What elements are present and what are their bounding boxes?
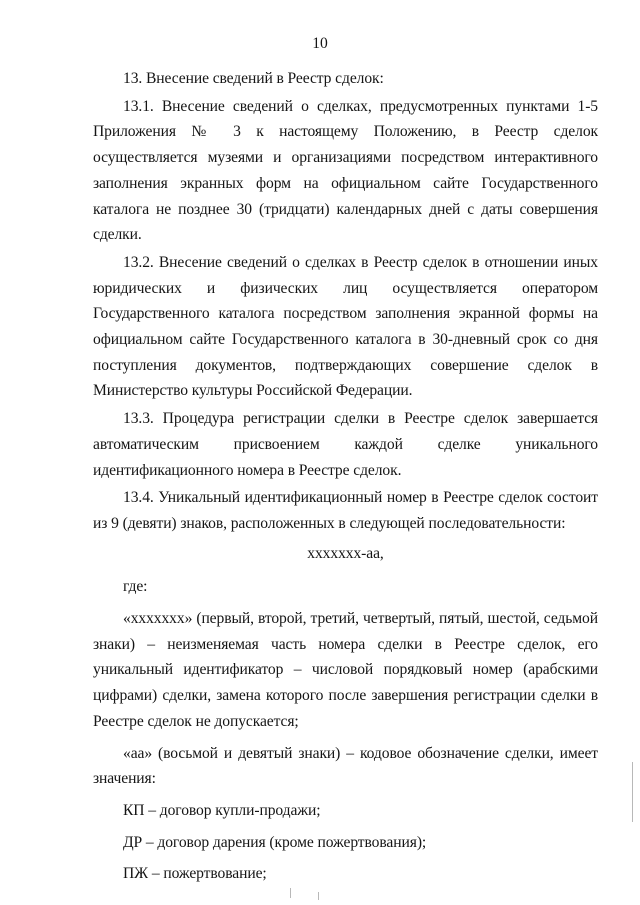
definition-x-part: «xxxxxxx» (первый, второй, третий, четвертый, пятый, шестой, седьмой знаки) – неизменяемая часть номера сделки в Реестре сделок, его уникальный идентификатор – числовой порядковый номер (арабскими цифрами) сделки, замена которого после завершения регистрации сделки в Реестре сделок не допускается; bbox=[93, 610, 598, 730]
definition-a-part: «аа» (восьмой и девятый знаки) – кодовое обозначение сделки, имеет значения: bbox=[93, 744, 598, 788]
code-item-pzh: ПЖ – пожертвование; bbox=[123, 865, 267, 883]
page-number: 10 bbox=[312, 35, 328, 52]
scan-edge-mark bbox=[318, 892, 319, 900]
document-body bbox=[93, 66, 598, 889]
scan-edge-mark bbox=[290, 888, 291, 898]
paragraph-13-3: 13.3. Процедура регистрации сделки в Реестре сделок завершается автоматическим присвоением каждой сделке уникального идентификационного номера в Реестре сделок. bbox=[93, 410, 598, 479]
where-label: где: bbox=[123, 578, 148, 596]
paragraph-13-4: 13.4. Уникальный идентификационный номер в Реестре сделок состоит из 9 (девяти) знаков, расположенных в следующей последовательности: bbox=[93, 489, 598, 532]
format-pattern: xxxxxxx-aa, bbox=[307, 544, 384, 562]
code-item-dr: ДР – договор дарения (кроме пожертвования); bbox=[123, 833, 427, 851]
scan-edge-mark bbox=[632, 762, 633, 822]
paragraph-13-1: 13.1. Внесение сведений о сделках, предусмотренных пунктами 1-5 Приложения № 3 к настоящему Положению, в Реестр сделок осуществляется музеями и организациями посредством интерактивного заполнения экранных форм на официальном сайте Государственного каталога не позднее 30 (тридцати) календарных дней с даты совершения сделки. bbox=[93, 97, 598, 244]
paragraph-13-2: 13.2. Внесение сведений о сделках в Реестр сделок в отношении иных юридических и физических лиц осуществляется оператором Государственного каталога посредством заполнения экранной формы на официальном сайте Государственного каталога в 30-дневный срок со дня поступления документов, подтверждающих совершение сделок в Министерство культуры Российской Федерации. bbox=[93, 253, 598, 400]
code-item-kp: КП – договор купли-продажи; bbox=[123, 801, 321, 819]
section-heading: 13. Внесение сведений в Реестр сделок: bbox=[123, 70, 384, 87]
